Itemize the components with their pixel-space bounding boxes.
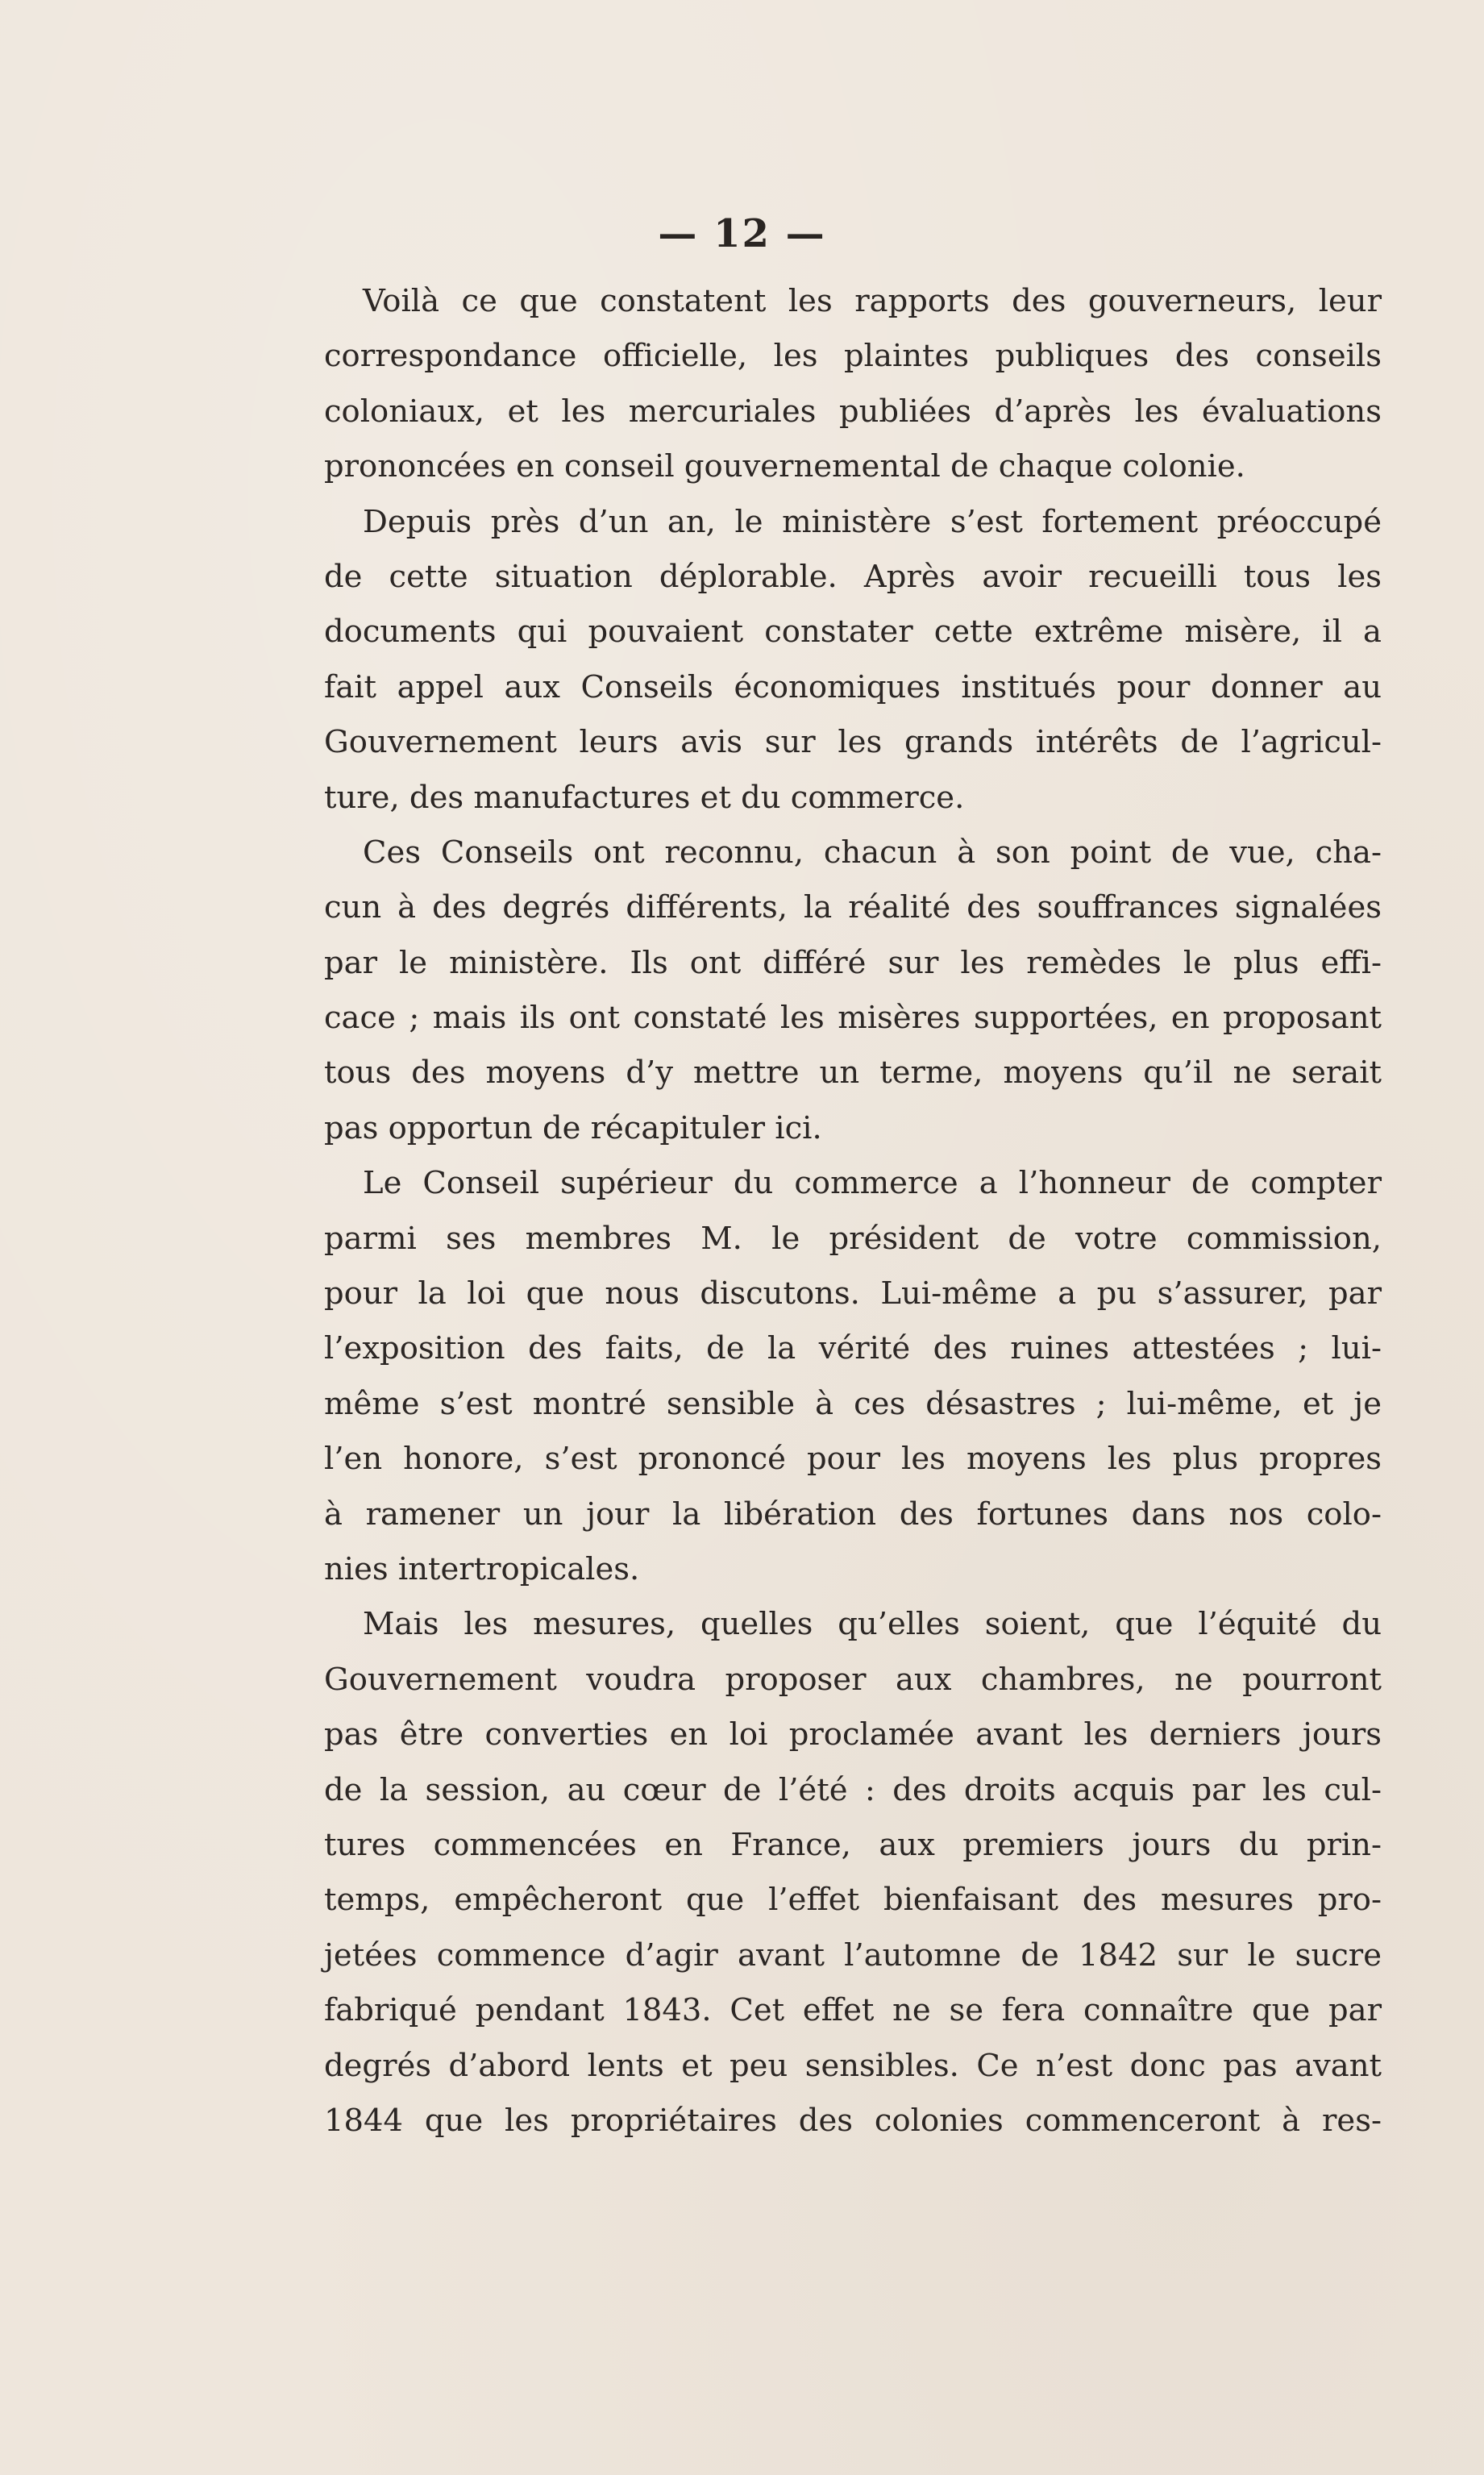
text-line: jetées commence d’agir avant l’automne de 1842 sur le sucre <box>324 1936 1382 1974</box>
text-line: tures commencées en France, aux premiers jours du prin- <box>324 1826 1382 1863</box>
text-line: Gouvernement voudra proposer aux chambres, ne pourront <box>324 1661 1382 1698</box>
paragraph-first-line: Mais les mesures, quelles qu’elles soient, que l’équité du <box>363 1606 1382 1643</box>
text-line: pas être converties en loi proclamée avant les derniers jours <box>324 1716 1382 1753</box>
paragraph-first-line: Depuis près d’un an, le ministère s’est fortement préoccupé <box>363 503 1382 540</box>
text-line: à ramener un jour la libération des fortunes dans nos colo- <box>324 1495 1382 1533</box>
paragraph-first-line: Ces Conseils ont reconnu, chacun à son point de vue, cha- <box>363 834 1382 871</box>
text-line: ture, des manufactures et du commerce. <box>324 779 965 816</box>
text-line: même s’est montré sensible à ces désastres ; lui-même, et je <box>324 1385 1382 1422</box>
text-line: pas opportun de récapituler ici. <box>324 1109 822 1146</box>
text-line: pour la loi que nous discutons. Lui-même a pu s’assurer, par <box>324 1275 1382 1312</box>
text-line: tous des moyens d’y mettre un terme, moyens qu’il ne serait <box>324 1054 1382 1092</box>
text-line: parmi ses membres M. le président de votre commission, <box>324 1220 1382 1257</box>
text-line: coloniaux, et les mercuriales publiées d’après les évaluations <box>324 393 1382 430</box>
text-line: temps, empêcheront que l’effet bienfaisant des mesures pro- <box>324 1882 1382 1919</box>
text-line: fabriqué pendant 1843. Cet effet ne se fera connaître que par <box>324 1992 1382 2029</box>
text-line: degrés d’abord lents et peu sensibles. Ce n’est donc pas avant <box>324 2047 1382 2084</box>
body-text <box>324 274 1382 2148</box>
text-line: correspondance officielle, les plaintes publiques des conseils <box>324 338 1382 375</box>
paragraph-first-line: Voilà ce que constatent les rapports des gouverneurs, leur <box>363 283 1382 319</box>
paragraph-first-line: Le Conseil supérieur du commerce a l’honneur de compter <box>363 1165 1382 1202</box>
text-line: Gouvernement leurs avis sur les grands intérêts de l’agricul- <box>324 724 1382 761</box>
text-line: de cette situation déplorable. Après avoir recueilli tous les <box>324 558 1382 595</box>
text-line: documents qui pouvaient constater cette extrême misère, il a <box>324 614 1382 651</box>
page-number: — 12 — <box>658 211 826 256</box>
text-line: de la session, au cœur de l’été : des droits acquis par les cul- <box>324 1771 1382 1808</box>
text-line: fait appel aux Conseils économiques institués pour donner au <box>324 668 1382 705</box>
text-line: nies intertropicales. <box>324 1550 640 1587</box>
text-line: prononcées en conseil gouvernemental de chaque colonie. <box>324 448 1245 485</box>
text-line: l’en honore, s’est prononcé pour les moyens les plus propres <box>324 1441 1382 1478</box>
text-line: cun à des degrés différents, la réalité des souffrances signalées <box>324 889 1382 926</box>
text-line: par le ministère. Ils ont différé sur les remèdes le plus effi- <box>324 944 1382 981</box>
text-line: l’exposition des faits, de la vérité des ruines attestées ; lui- <box>324 1330 1382 1367</box>
text-line: cace ; mais ils ont constaté les misères supportées, en proposant <box>324 1000 1382 1037</box>
text-line: 1844 que les propriétaires des colonies commenceront à res- <box>324 2102 1382 2139</box>
